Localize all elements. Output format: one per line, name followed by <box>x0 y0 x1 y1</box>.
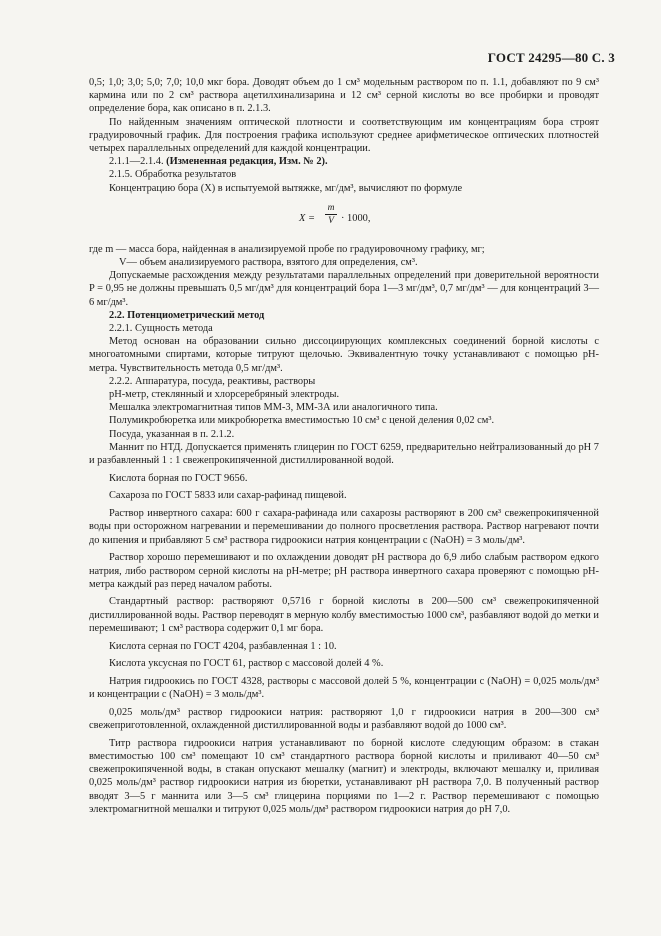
document-body <box>89 76 599 816</box>
section-heading: 2.2. Потенциометрический метод <box>109 309 265 321</box>
subsection-heading: 2.2.1. Сущность метода <box>109 323 213 335</box>
amendment-text: (Измененная редакция, Изм. № 2). <box>166 156 328 168</box>
paragraph: Раствор хорошо перемешивают и по охлаждении доводят pH раствора до 6,9 либо слабым раствором едкого натрия, либо раствором серной кислоты на pH-метре; pH раствора инвертного сахара проверяют с помощью pH-метра каждый раз перед началом работы. <box>89 552 599 590</box>
paragraph: 0,5; 1,0; 3,0; 5,0; 7,0; 10,0 мкг бора. Доводят объем до 1 см³ модельным раствором по п. 1.1, добавляют по 9 см³ кармина или по 2 см³ раствора ацетилхинализарина и 12 см³ серной кислоты во все пробирки и проводят определение бора, как описано в п. 2.1.3. <box>89 77 599 115</box>
paragraph: где m — масса бора, найденная в анализируемой пробе по градуировочному графику, мг; <box>89 243 485 255</box>
paragraph: Кислота уксусная по ГОСТ 61, раствор с массовой долей 4 %. <box>109 658 384 670</box>
paragraph: Метод основан на образовании сильно диссоциирующих комплексных соединений борной кислоты с многоатомными спиртами, которые титруют щелочью. Эквивалентную точку устанавливают с помощью pH-метра. Чувствительность метода 0,5 мг/дм³. <box>89 336 599 374</box>
paragraph: Концентрацию бора (X) в испытуемой вытяжке, мг/дм³, вычисляют по формуле <box>109 182 463 194</box>
paragraph: Кислота серная по ГОСТ 4204, разбавленная 1 : 10. <box>109 640 337 652</box>
formula-fraction <box>325 203 337 227</box>
subsection-heading: 2.2.2. Аппаратура, посуда, реактивы, растворы <box>109 375 316 387</box>
paragraph: 0,025 моль/дм³ раствор гидроокиси натрия: растворяют 1,0 г гидроокиси натрия в 200—300 см³ свежеприготовленной, охлажденной дистиллированной воды и разбавляют водой до 1000 см³. <box>89 706 599 732</box>
amendment-range: 2.1.1—2.1.4. <box>109 156 164 168</box>
paragraph: Титр раствора гидроокиси натрия устанавливают по борной кислоте следующим образом: в стакан вместимостью 100 см³ помещают 10 см³ стандартного раствора борной кислоты и приливают 40—50 см³ свежепрокипяченной воды, в стакан опускают мешалку (магнит) и электроды, включают мешалку и, приливая 0,025 моль/дм³ раствор гидроокиси натрия из бюретки, устанавливают pH раствора 7,0. В полученный раствор вводят 3—5 г маннита или 3—5 см³ глицерина порциями по 1—2 г. Раствор перемешивают с помощью электромагнитной мешалки и титруют 0,025 моль/дм³ раствором гидроокиси натрия до pH 7,0. <box>89 737 599 815</box>
paragraph: Стандартный раствор: растворяют 0,5716 г борной кислоты в 200—500 см³ свежепрокипяченной дистиллированной воды. Раствор переводят в мерную колбу вместимостью 1000 см³, разбавляют водой до метки и перемешивают; 1 см³ раствора содержит 0,1 мг бора. <box>89 596 599 634</box>
formula <box>299 203 599 233</box>
formula-lhs: X = <box>299 212 315 224</box>
paragraph: Мешалка электромагнитная типов ММ-3, ММ-3А или аналогичного типа. <box>109 402 438 414</box>
amendment-note <box>89 155 599 168</box>
page-header: ГОСТ 24295—80 С. 3 <box>487 50 615 65</box>
formula-numerator: m <box>325 203 337 215</box>
paragraph: Натрия гидроокись по ГОСТ 4328, растворы с массовой долей 5 %, концентрации c (NaOH) = 0,025 моль/дм³ и концентрации c (NaOH) = 3 моль/дм³. <box>89 675 599 701</box>
formula-rhs: · 1000, <box>341 212 371 224</box>
subsection-heading: 2.1.5. Обработка результатов <box>109 169 237 181</box>
paragraph: Раствор инвертного сахара: 600 г сахара-рафинада или сахарозы растворяют в 200 см³ свежепрокипяченной воды при осторожном нагревании и перемешивании до полного просветления раствора. Раствор нагревают почти до кипения и прибавляют 5 см³ раствора гидроокиси натрия концентрации c (NaOH) = 3 моль/дм³. <box>89 508 599 546</box>
formula-denominator: V <box>328 215 334 226</box>
paragraph: Кислота борная по ГОСТ 9656. <box>109 472 248 484</box>
paragraph: Полумикробюретка или микробюретка вместимостью 10 см³ с ценой деления 0,02 см³. <box>109 415 495 427</box>
paragraph: По найденным значениям оптической плотности и соответствующим им концентрациям бора строят градуировочный график. Для построения графика используют среднее арифметическое оптических плотностей четырех параллельных определений для каждой концентрации. <box>89 116 599 155</box>
paragraph: Маннит по НТД. Допускается применять глицерин по ГОСТ 6259, предварительно нейтрализованный до pH 7 и разбавленный 1 : 1 свежепрокипяченной дистиллированной водой. <box>89 441 599 467</box>
paragraph: pH-метр, стеклянный и хлорсеребряный электроды. <box>109 389 340 401</box>
paragraph: V— объем анализируемого раствора, взятого для определения, см³. <box>119 257 418 269</box>
paragraph: Сахароза по ГОСТ 5833 или сахар-рафинад пищевой. <box>109 490 347 502</box>
paragraph: Посуда, указанная в п. 2.1.2. <box>109 428 235 440</box>
paragraph: Допускаемые расхождения между результатами параллельных определений при доверительной вероятности P = 0,95 не должны превышать 0,5 мг/дм³ для концентраций бора 1—3 мг/дм³, 0,7 мг/дм³ — для концентраций 3—6 мг/дм³. <box>89 270 599 308</box>
